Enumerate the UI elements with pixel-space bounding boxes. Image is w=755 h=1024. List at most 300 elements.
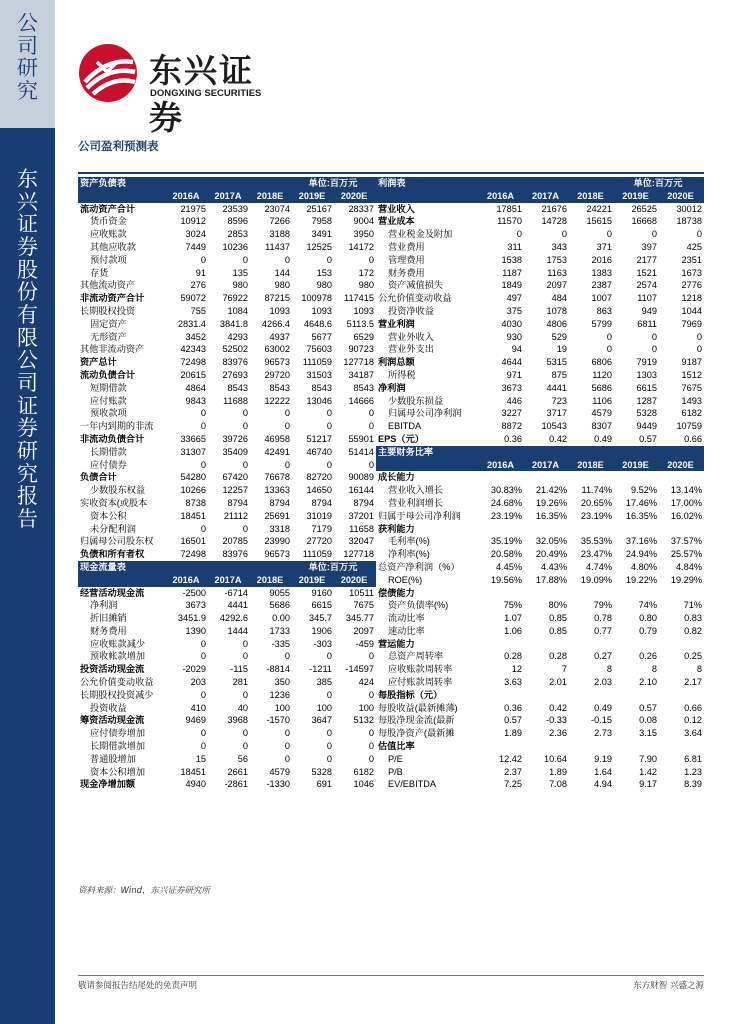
table-row: [376, 331, 704, 344]
table-row: [78, 241, 376, 254]
table-cell: 0: [284, 728, 290, 739]
table-cell: 59072: [180, 293, 206, 304]
table-cell: 8872: [501, 421, 522, 432]
table-cell: 0: [200, 728, 206, 739]
table-cell: 15615: [586, 216, 612, 227]
table-cell: 96573: [264, 549, 290, 560]
company-logo: [77, 42, 277, 137]
table-cell: 0: [242, 689, 248, 700]
table-cell: -115: [230, 664, 248, 675]
row-label: 经营活动现金流: [80, 587, 145, 598]
table-cell: 0: [326, 728, 332, 739]
sidebar-char: 有: [17, 303, 38, 328]
table-cell: 1120: [592, 369, 612, 380]
table-cell: 971: [506, 369, 522, 380]
table-cell: 0.57: [639, 433, 657, 444]
table-cell: [208, 561, 250, 574]
table-cell: 0: [326, 459, 332, 470]
table-cell: 18451: [180, 510, 206, 521]
row-label: 普通股增加: [90, 753, 136, 764]
table-row: [376, 778, 704, 791]
table-cell: -2861: [224, 779, 248, 790]
table-cell: 11.74%: [581, 485, 612, 496]
row-label: 营业外收入: [388, 331, 434, 342]
table-cell: 0.85: [549, 613, 567, 624]
row-label: 净利润: [378, 382, 406, 393]
table-cell: 311: [507, 241, 522, 252]
row-label: 营运能力: [378, 638, 415, 649]
table-row: [376, 676, 704, 689]
table-cell: 54280: [180, 472, 206, 483]
table-row: [376, 356, 704, 369]
table-cell: [166, 561, 208, 574]
sidebar-char: 证: [17, 212, 38, 237]
sidebar-char: 公: [17, 348, 38, 373]
table-cell: 4.43%: [540, 561, 567, 572]
table-cell: 0.49: [594, 702, 612, 713]
row-label: 其他流动资产: [80, 280, 136, 291]
table-cell: 17851: [496, 203, 522, 214]
table-row: [78, 331, 376, 344]
table-cell: 6806: [591, 357, 612, 368]
table-cell: 2020E: [659, 459, 704, 472]
row-label: 少数股东权益: [90, 485, 146, 496]
table-row: [376, 382, 704, 395]
table-cell: 7449: [185, 241, 206, 252]
table-cell: 8543: [311, 382, 332, 393]
table-cell: 0.57: [639, 702, 657, 713]
table-cell: 2.01: [549, 677, 567, 688]
table-cell: 0.77: [594, 625, 612, 636]
row-label: 现金净增加额: [80, 779, 136, 790]
table-cell: 0.66: [684, 702, 702, 713]
table-cell: 82720: [306, 472, 332, 483]
sidebar-char: 究: [17, 79, 38, 104]
row-label: 流动资产合计: [80, 203, 136, 214]
table-row: [376, 727, 704, 740]
table-row: [78, 702, 376, 715]
row-label: 每股净现金流(最新: [378, 715, 455, 726]
table-cell: 0: [242, 728, 248, 739]
row-label: [376, 459, 479, 472]
table-cell: 63002: [264, 344, 290, 355]
table-cell: 90723: [348, 344, 374, 355]
table-cell: 1218: [681, 293, 702, 304]
table-cell: [524, 471, 569, 484]
row-label: 主要财务比率: [376, 446, 479, 459]
table-cell: 172: [358, 267, 374, 278]
table-cell: 9.19: [594, 753, 612, 764]
table-cell: 723: [551, 395, 567, 406]
table-row: [376, 318, 704, 331]
table-cell: 1.23: [684, 766, 702, 777]
table-cell: 7675: [681, 382, 702, 393]
table-cell: 3024: [185, 229, 206, 240]
table-cell: 4.94: [594, 779, 612, 790]
table-cell: 15: [195, 753, 206, 764]
table-cell: [250, 177, 292, 190]
table-cell: 276: [190, 280, 206, 291]
row-label: ROE(%): [388, 574, 423, 585]
table-cell: [569, 689, 614, 702]
table-row: [78, 459, 376, 472]
table-cell: 0: [606, 331, 612, 342]
table-cell: 7179: [311, 523, 332, 534]
row-label: 应付债券: [90, 459, 127, 470]
table-cell: 4648.6: [303, 318, 332, 329]
table-cell: 10266: [180, 485, 206, 496]
sidebar: [0, 0, 55, 1024]
sidebar-char: 究: [17, 461, 38, 486]
table-row: [376, 599, 704, 612]
table-row: [78, 587, 376, 600]
table-cell: 27720: [306, 536, 332, 547]
table-cell: 497: [506, 293, 522, 304]
table-cell: 6811: [637, 318, 657, 329]
table-cell: 117415: [344, 293, 374, 304]
table-cell: 16.35%: [625, 510, 657, 521]
table-cell: 0: [200, 523, 206, 534]
logo-chinese-name: 东兴证券: [149, 51, 254, 137]
sidebar-char: 限: [17, 325, 38, 350]
table-cell: 0: [284, 753, 290, 764]
table-cell: [614, 446, 659, 459]
row-label: 利润表: [376, 177, 479, 190]
table-cell: 1303: [636, 369, 657, 380]
table-cell: 9055: [269, 587, 290, 598]
table-row: [376, 561, 704, 574]
row-label: 固定资产: [90, 318, 127, 329]
table-cell: 8.39: [684, 779, 702, 790]
table-row: [376, 714, 704, 727]
table-row: [376, 433, 704, 446]
table-cell: 0: [326, 408, 332, 419]
table-row: [78, 471, 376, 484]
row-label: 应付债券增加: [90, 728, 146, 739]
row-label: 非流动资产合计: [80, 293, 145, 304]
table-cell: 0: [368, 753, 374, 764]
table-cell: [479, 471, 524, 484]
row-label: 折旧摊销: [90, 613, 127, 624]
table-cell: 2016A: [166, 190, 208, 203]
table-cell: [479, 587, 524, 600]
row-label: 未分配利润: [90, 523, 136, 534]
table-cell: 94: [511, 344, 522, 355]
table-cell: 5677: [311, 331, 332, 342]
table-cell: 20615: [180, 369, 206, 380]
table-cell: [524, 177, 569, 190]
table-cell: 37.16%: [625, 536, 657, 547]
table-cell: 1093: [353, 305, 374, 316]
table-cell: [524, 638, 569, 651]
table-cell: 0.66: [684, 433, 702, 444]
table-cell: 345.7: [309, 613, 332, 624]
table-cell: 0: [368, 408, 374, 419]
row-label: 公允价值变动收益: [80, 677, 154, 688]
table-cell: [569, 177, 614, 190]
table-cell: 6615: [636, 382, 657, 393]
table-row: [78, 523, 376, 536]
table-cell: 37.57%: [670, 536, 702, 547]
row-label: 资本公积: [90, 510, 127, 521]
table-row: [376, 612, 704, 625]
table-cell: 23539: [222, 203, 248, 214]
table-cell: 7919: [636, 357, 657, 368]
row-label: 财务费用: [388, 267, 425, 278]
table-row: [78, 254, 376, 267]
table-cell: 2387: [591, 280, 612, 291]
sidebar-char: 告: [17, 507, 38, 532]
title-divider: [78, 172, 704, 174]
table-cell: 20.65%: [580, 497, 612, 508]
table-cell: 79%: [593, 600, 612, 611]
table-cell: 484: [551, 293, 567, 304]
table-cell: 17.00%: [670, 497, 702, 508]
row-label: 归属于母公司净利润: [378, 510, 461, 521]
sidebar-char: 司: [17, 33, 38, 58]
table-cell: 2097: [353, 625, 374, 636]
table-cell: 14666: [348, 395, 374, 406]
table-cell: 11570: [497, 216, 522, 227]
table-cell: 4.84%: [675, 561, 702, 572]
table-cell: 8: [651, 664, 657, 675]
table-cell: 1444: [227, 625, 248, 636]
table-row: [78, 766, 376, 779]
table-cell: 35409: [222, 446, 248, 457]
table-cell: 127718: [343, 357, 374, 368]
table-cell: 0: [696, 344, 702, 355]
row-label: 应收账款周转率: [388, 664, 453, 675]
table-cell: 0.08: [639, 715, 657, 726]
table-row: [78, 676, 376, 689]
table-cell: 691: [316, 779, 332, 790]
table-cell: 9.52%: [630, 485, 657, 496]
table-cell: 32.05%: [535, 536, 567, 547]
table-cell: 4937: [269, 331, 290, 342]
table-cell: 930: [506, 331, 522, 342]
table-cell: 1.42: [639, 766, 657, 777]
table-cell: 9.17: [639, 779, 657, 790]
table-cell: 16.02%: [670, 510, 702, 521]
table-cell: 135: [232, 267, 248, 278]
table-cell: 3188: [269, 229, 290, 240]
table-cell: 51414: [348, 446, 374, 457]
table-cell: 0: [242, 254, 248, 265]
table-cell: 9160: [311, 587, 332, 598]
table-cell: 35.53%: [580, 536, 612, 547]
table-cell: 1.89: [549, 766, 567, 777]
table-row: [78, 318, 376, 331]
table-cell: 30012: [676, 203, 702, 214]
row-label: 每股净资产(最新摊: [378, 728, 455, 739]
table-cell: 1512: [681, 369, 702, 380]
table-cell: [166, 177, 208, 190]
sidebar-char: 研: [17, 56, 38, 81]
table-cell: 0.27: [594, 651, 612, 662]
sidebar-report-type-label: [0, 168, 55, 531]
table-cell: 2177: [636, 254, 657, 265]
table-cell: 1538: [501, 254, 522, 265]
table-cell: 2016A: [166, 574, 208, 587]
table-row: [376, 587, 704, 600]
table-header-row: [78, 561, 376, 574]
table-row: [376, 689, 704, 702]
table-cell: 0: [326, 421, 332, 432]
table-cell: 16668: [631, 216, 657, 227]
table-cell: 5132: [353, 715, 374, 726]
row-label: [78, 190, 166, 203]
table-row: [78, 638, 376, 651]
table-row: [78, 279, 376, 292]
logo-mark-icon: [77, 42, 143, 104]
table-cell: 21975: [180, 203, 206, 214]
table-cell: -0.33: [546, 715, 567, 726]
table-cell: 7675: [353, 600, 374, 611]
table-cell: 0: [651, 331, 657, 342]
table-cell: 4864: [185, 382, 206, 393]
table-cell: 0: [242, 523, 248, 534]
table-cell: [569, 471, 614, 484]
table-row: [376, 766, 704, 779]
row-label: EBITDA: [388, 421, 422, 432]
table-row: [78, 663, 376, 676]
table-row: [376, 471, 704, 484]
table-cell: 0: [368, 459, 374, 470]
table-cell: 3.63: [504, 677, 522, 688]
table-cell: 0: [284, 651, 290, 662]
table-cell: 3491: [311, 229, 332, 240]
row-label: 毛利率(%): [388, 536, 430, 547]
table-cell: 144: [274, 267, 290, 278]
table-cell: 4806: [546, 318, 567, 329]
table-cell: 5686: [269, 600, 290, 611]
row-label: 营业利润增长: [388, 497, 444, 508]
table-row: [78, 382, 376, 395]
table-cell: 0: [242, 459, 248, 470]
row-label: 营业收入增长: [388, 485, 444, 496]
table-row: [78, 612, 376, 625]
table-cell: 3673: [185, 600, 206, 611]
table-cell: 3.15: [639, 728, 657, 739]
table-cell: 76922: [222, 293, 248, 304]
table-cell: 100: [316, 702, 332, 713]
table-cell: 9449: [636, 421, 657, 432]
table-cell: -303: [313, 638, 332, 649]
table-cell: -14597: [345, 664, 374, 675]
table-cell: 1673: [681, 267, 702, 278]
table-cell: 100: [358, 702, 374, 713]
balance-cashflow-table: [78, 177, 376, 791]
table-cell: 23.19%: [580, 510, 612, 521]
table-row: [376, 369, 704, 382]
table-cell: 3950: [353, 229, 374, 240]
table-row: [376, 740, 704, 753]
table-cell: 23.19%: [490, 510, 522, 521]
table-cell: [659, 638, 704, 651]
table-row: [78, 497, 376, 510]
table-row: [78, 395, 376, 408]
table-row: [376, 497, 704, 510]
row-label: 获利能力: [378, 523, 415, 534]
table-cell: 12257: [222, 485, 248, 496]
row-label: P/B: [388, 766, 403, 777]
table-cell: 29720: [264, 369, 290, 380]
row-label: 财务费用: [90, 625, 127, 636]
table-cell: [250, 561, 292, 574]
data-source-note: 资料来源：Wind，东兴证券研究所: [78, 886, 211, 896]
table-row: [376, 241, 704, 254]
table-cell: 8794: [311, 497, 332, 508]
table-cell: 7: [561, 664, 567, 675]
table-cell: 0.12: [684, 715, 702, 726]
table-cell: 4293: [227, 331, 248, 342]
table-cell: 0: [242, 421, 248, 432]
table-cell: 46958: [264, 433, 290, 444]
row-label: 长期借款增加: [90, 741, 146, 752]
table-row: [78, 689, 376, 702]
table-cell: -6714: [224, 587, 248, 598]
table-cell: 0.85: [549, 625, 567, 636]
table-header-row: [376, 459, 704, 472]
table-cell: 2017A: [208, 574, 250, 587]
table-cell: 19.26%: [535, 497, 567, 508]
table-cell: 8738: [185, 497, 206, 508]
row-label: 营业外支出: [388, 344, 434, 355]
table-row: [376, 279, 704, 292]
table-cell: 21112: [223, 510, 248, 521]
table-cell: 127718: [343, 549, 374, 560]
row-label: 长期借款: [90, 446, 127, 457]
table-cell: 100978: [301, 293, 332, 304]
table-cell: 12.42: [499, 753, 522, 764]
table-cell: 1107: [637, 293, 657, 304]
table-cell: 14172: [348, 241, 374, 252]
table-unit-label: 单位:百万元: [292, 561, 376, 574]
table-cell: 0: [284, 254, 290, 265]
table-cell: [569, 446, 614, 459]
table-cell: 80%: [548, 600, 567, 611]
row-label: 其他非流动资产: [80, 344, 145, 355]
table-row: [78, 433, 376, 446]
table-cell: 446: [506, 395, 522, 406]
table-cell: 3227: [501, 408, 522, 419]
table-cell: 0: [200, 421, 206, 432]
table-cell: [614, 689, 659, 702]
table-cell: 345.77: [345, 613, 374, 624]
table-cell: 17.46%: [625, 497, 657, 508]
row-label: 净利润: [90, 600, 118, 611]
table-cell: 2017A: [208, 190, 250, 203]
table-cell: [659, 689, 704, 702]
table-cell: [569, 587, 614, 600]
row-label: 资本公积增加: [90, 766, 146, 777]
table-cell: 424: [358, 677, 374, 688]
sidebar-char: 券: [17, 416, 38, 441]
table-cell: 0: [368, 741, 374, 752]
table-cell: 5799: [591, 318, 612, 329]
table-cell: 3452: [185, 331, 206, 342]
row-label: 应收账款减少: [90, 638, 146, 649]
table-cell: 28337: [348, 203, 374, 214]
table-cell: 20.49%: [535, 549, 567, 560]
table-cell: [479, 638, 524, 651]
row-label: 营业收入: [378, 203, 415, 214]
table-cell: 96573: [264, 357, 290, 368]
table-cell: 3841.8: [219, 318, 248, 329]
table-cell: 100: [274, 702, 290, 713]
table-cell: 2017A: [524, 190, 569, 203]
table-cell: 1093: [269, 305, 290, 316]
